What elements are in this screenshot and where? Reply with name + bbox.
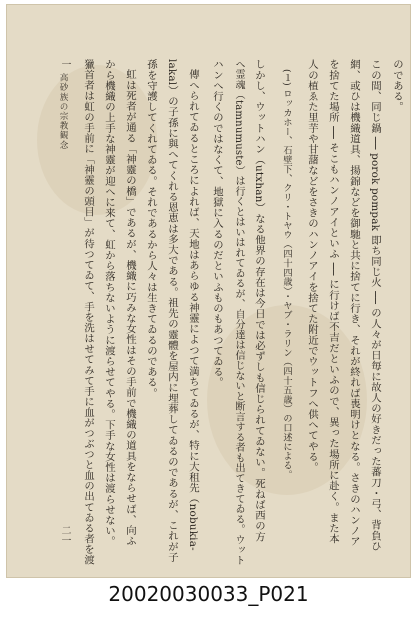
text-line: を捨てた場所 ── そこもハンノアイといふ ── に行けば不吉だといふので、異った場所に赴く。また本 [327,59,339,545]
paper-stain [37,65,157,215]
text-line: へ霊魂（tamnumuste）は行くとはいはれてゐるが、自分達は信じないと断言する者も出てきてゐる。ウット [233,59,244,566]
text-line: しかし、ウットハン（utxhan）なる他界の存在は今日では必ずしも信じられてゐない。死ねば西の方 [253,59,265,542]
running-head: 高砂族の宗教観念 [58,73,68,150]
text-line: 虹は死者が通る「神靈の橋」であるが、機織に巧みな女性はその手前で機織の道具をならせば、向ふ [124,69,136,546]
text-line: 傳へられてゐるところによれば、天地はあらゆる神靈によつて満ちてゐるが、特に大租先（nobukia- [187,69,199,551]
text-line: この間、同じ鍋 ── porok pompak 即ち同じ火 ── の人々が日毎に故人の好きだった蕃刀・弓、背負ひ [369,59,381,552]
text-line: 獵首者は虹の手前に「神靈の頭目」が待つてゐて、手を洗はせてみて手に血がつぶつと血の出てゐる者を渡 [82,59,94,565]
scanned-page [6,4,411,578]
text-line: 網、或ひは機織道具、揚錦などを御馳と共に捨てに行き、それが終れば喪明けとなる。さきのハンノア [348,59,360,547]
image-id-caption: 20020030033_P021 [108,582,309,606]
text-line: のである。 [391,59,403,112]
page-number-right: 二一 [59,525,70,545]
footnote-line: (１) ロッカホー、石壁下、クリ・トヤウ（四十四歳）・ヤブ・ラリン（四十五歳）の口述による。 [281,69,292,480]
text-line: から機織の上手な神靈が迎へに来て、虹から落ちないように渡らせてやる。下手な女性は渡らせない。 [103,59,115,547]
text-line: 人の植ゑた里芋や甘藷などをさきのハンノアイを捨てた附近でウットフへ供へてやる。 [306,59,318,473]
text-line: ハンへ行くのではなくて、地獄に入るのだといふものもあつてゐる。 [211,59,223,388]
text-line: 孫を守護してくれてゐる。それであるから人々は生きてゐるのである。 [145,59,157,399]
text-line: lakal）の子孫に與へてくれる恩恵は多大である。祖先の靈體を屋内に埋葬してゐるのであるが、これが子 [166,59,178,563]
page-number-left: 一 [59,59,70,69]
